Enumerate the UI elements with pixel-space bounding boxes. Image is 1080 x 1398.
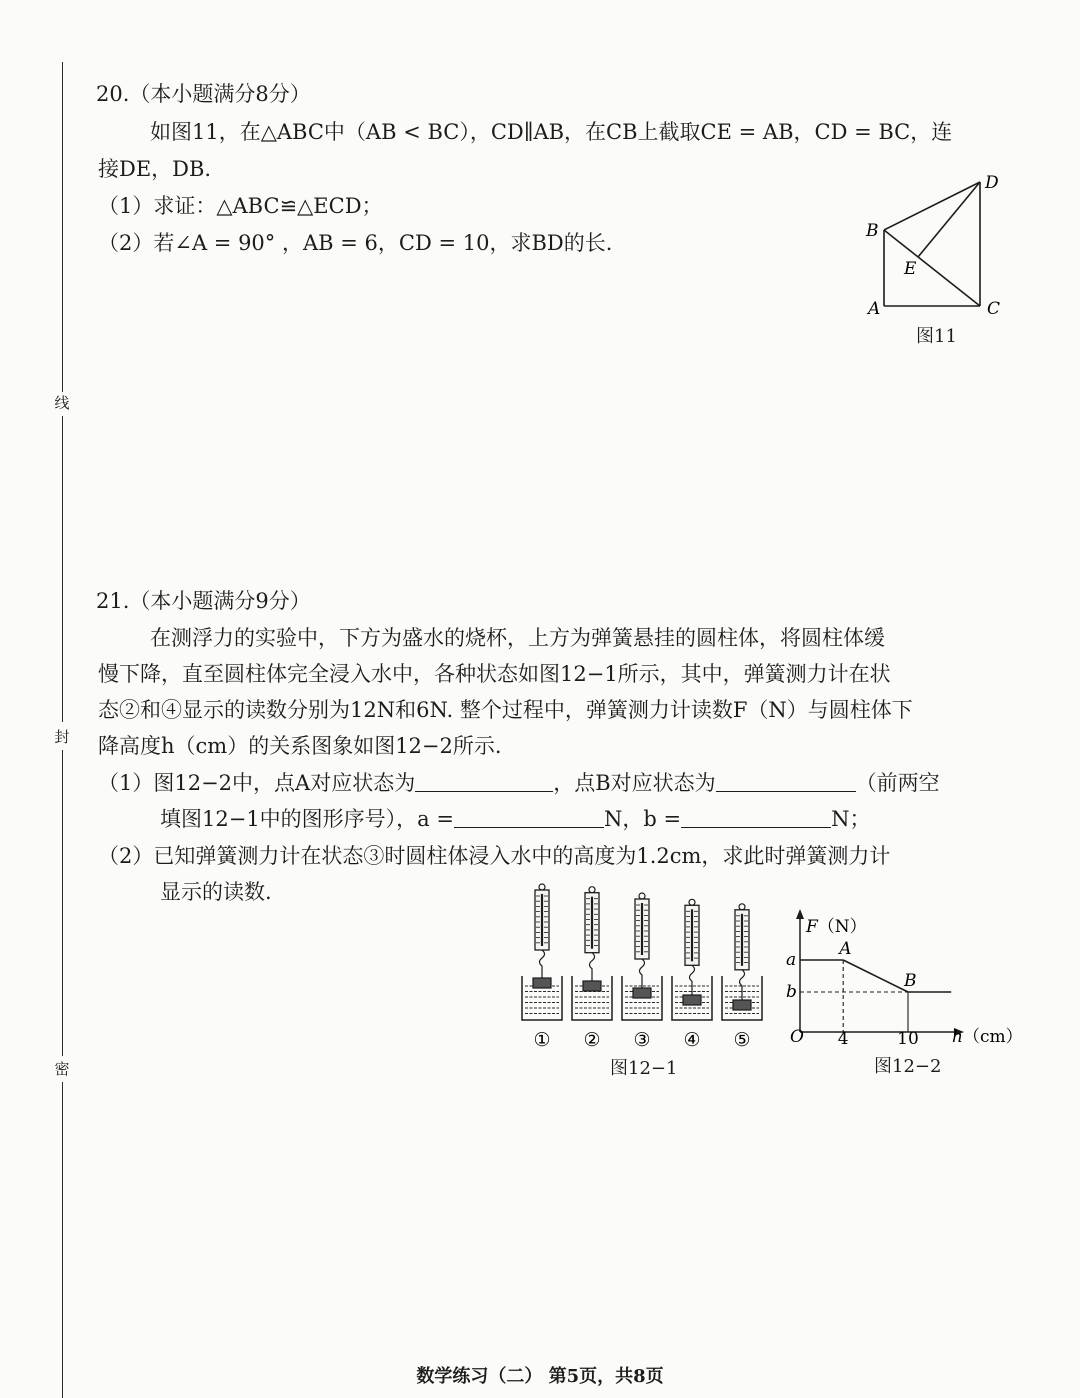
hook-ring	[689, 899, 695, 905]
state-label-3: ③	[633, 1029, 651, 1051]
answer-blank-a-state[interactable]	[415, 769, 553, 792]
q20-part2: （2）若∠A = 90° ，AB = 6，CD = 10，求BD的长.	[98, 231, 613, 255]
q21-part2-line1: （2）已知弹簧测力计在状态③时圆柱体浸入水中的高度为1.2cm，求此时弹簧测力计	[98, 844, 891, 868]
q21-stem-line1: 在测浮力的实验中，下方为盛水的烧杯，上方为弹簧悬挂的圆柱体，将圆柱体缓	[150, 626, 885, 650]
x-tick-4: 4	[837, 1029, 849, 1049]
binding-char-xian: 线	[50, 394, 74, 412]
figure-12-2-caption: 图12−2	[874, 1056, 942, 1077]
state-1	[522, 884, 562, 1051]
label-b: B	[866, 221, 879, 241]
point-label-A: A	[839, 939, 852, 959]
q21-part1-e: N，b =	[603, 807, 682, 831]
q20-part1: （1）求证：△ABC≌△ECD；	[98, 194, 383, 218]
hook-wire	[740, 970, 745, 1000]
cylinder	[733, 1000, 751, 1010]
binding-line-top	[62, 62, 63, 392]
hook-ring	[589, 887, 595, 893]
answer-blank-a-value[interactable]	[454, 805, 604, 828]
x-axis-unit: （cm）	[962, 1027, 1023, 1047]
binding-line-bottom	[62, 1082, 63, 1398]
figure-12-1	[518, 880, 768, 1056]
binding-char-mi: 密	[50, 1060, 74, 1078]
q21-part1-b: ，点B对应状态为	[553, 771, 716, 795]
answer-blank-b-value[interactable]	[681, 805, 831, 828]
cylinder	[683, 995, 701, 1005]
cylinder	[533, 978, 551, 988]
q20-stem-line1: 如图11，在△ABC中（AB < BC），CD∥AB，在CB上截取CE = AB，CD = BC，连	[150, 120, 953, 144]
x-tick-10: 10	[897, 1029, 919, 1049]
segment-de	[918, 182, 980, 257]
q21-header: 21.（本小题满分9分）	[96, 589, 311, 613]
state-label-1: ①	[533, 1029, 551, 1051]
answer-blank-b-state[interactable]	[716, 769, 856, 792]
y-tick-b: b	[786, 982, 797, 1002]
segment-bc	[884, 230, 980, 306]
q21-part1-f: N；	[831, 807, 871, 831]
q21-part1-c: （前两空	[855, 771, 940, 795]
y-axis-label: F（N）	[806, 917, 867, 937]
y-axis-unit: （N）	[817, 917, 867, 937]
cylinder	[583, 981, 601, 991]
q21-stem-line3: 态②和④显示的读数分别为12N和6N. 整个过程中，弹簧测力计读数F（N）与圆柱体下	[98, 698, 913, 722]
state-5	[722, 904, 762, 1051]
label-d: D	[985, 173, 999, 193]
hook-wire	[690, 965, 695, 995]
q21-stem-line4: 降高度h（cm）的关系图象如图12−2所示.	[98, 734, 502, 758]
point-label-B: B	[904, 971, 917, 991]
q20-header: 20.（本小题满分8分）	[96, 82, 311, 106]
x-axis-label: h（cm）	[952, 1027, 1023, 1047]
q21-part1-line2	[160, 805, 870, 833]
q20-stem-line2: 接DE，DB.	[98, 157, 212, 181]
origin-label: O	[790, 1027, 804, 1047]
figure-12-2	[776, 908, 1034, 1050]
binding-line-middle	[62, 416, 63, 722]
segment-bd	[884, 182, 980, 230]
label-e: E	[904, 259, 917, 279]
series-segment	[843, 960, 908, 992]
hook-ring	[739, 904, 745, 910]
figure-11-caption: 图11	[916, 326, 957, 347]
state-label-5: ⑤	[733, 1029, 751, 1051]
y-axis-arrow	[796, 909, 804, 919]
hook-wire	[640, 959, 645, 988]
state-4	[672, 899, 712, 1051]
q21-part2-line2: 显示的读数.	[160, 880, 272, 904]
hook-wire	[540, 950, 545, 978]
hook-wire	[590, 953, 595, 981]
q21-part1-line1	[98, 769, 940, 797]
state-label-4: ④	[683, 1029, 701, 1051]
label-a: A	[868, 299, 881, 318]
q21-part1-d: 填图12−1中的图形序号），a =	[160, 807, 454, 831]
q21-stem-line2: 慢下降，直至圆柱体完全浸入水中，各种状态如图12−1所示，其中，弹簧测力计在状	[98, 662, 891, 686]
q21-part1-a: （1）图12−2中，点A对应状态为	[98, 771, 416, 795]
hook-ring	[639, 893, 645, 899]
state-label-2: ②	[583, 1029, 601, 1051]
hook-ring	[539, 884, 545, 890]
binding-line-lower	[62, 750, 63, 1056]
page-footer: 数学练习（二） 第5页，共8页	[416, 1366, 664, 1387]
label-c: C	[987, 299, 1001, 318]
cylinder	[633, 988, 651, 998]
figure-11	[858, 168, 1038, 318]
figure-12-1-caption: 图12−1	[610, 1058, 678, 1079]
state-3	[622, 893, 662, 1051]
state-2	[572, 887, 612, 1051]
binding-char-feng: 封	[50, 728, 74, 746]
y-tick-a: a	[786, 950, 797, 970]
